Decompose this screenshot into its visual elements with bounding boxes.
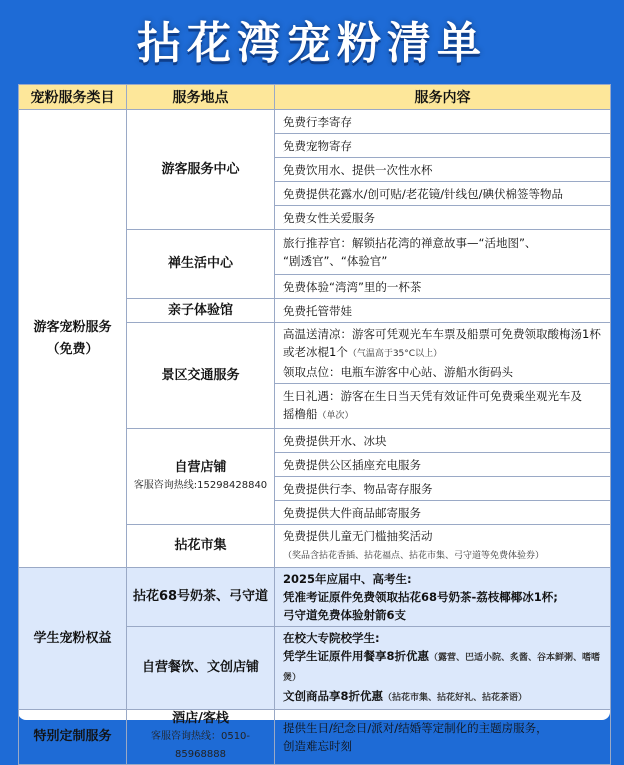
service-line: 弓守道免费体验射箭6支 xyxy=(283,608,407,622)
location-visitor-center: 游客服务中心 xyxy=(127,110,275,230)
service-item xyxy=(275,230,611,275)
service-line: 2025年应届中、高考生: xyxy=(283,572,412,586)
service-item: 免费提供开水、冰块 xyxy=(275,429,611,453)
service-item: 免费托管带娃 xyxy=(275,299,611,323)
table-row xyxy=(19,568,611,627)
category-tourist xyxy=(19,110,127,568)
location-market: 拈花市集 xyxy=(127,525,275,568)
service-item xyxy=(275,568,611,627)
service-item xyxy=(275,323,611,384)
location-zen-center: 禅生活中心 xyxy=(127,230,275,299)
category-custom: 特别定制服务 xyxy=(19,710,127,765)
service-line: 创造难忘时刻 xyxy=(283,739,352,753)
service-line: 生日礼遇：游客在生日当天凭有效证件可免费乘坐观光车及 xyxy=(283,389,582,403)
service-table-card xyxy=(18,84,610,760)
service-note: （露营、巴适小院、炙酱、谷本鲜粥、嗜嗜煲） xyxy=(283,653,601,683)
service-table xyxy=(18,84,611,568)
location-hotel xyxy=(127,710,275,765)
service-line: “剧透官”、“体验官” xyxy=(283,254,388,268)
table-header-row xyxy=(19,85,611,110)
service-line: 旅行推荐官：解锁拈花湾的禅意故事—“活地图”、 xyxy=(283,236,537,250)
location-milk-tea: 拈花68号奶茶、弓守道 xyxy=(127,568,275,627)
service-line: 提供生日/纪念日/派对/结婚等定制化的主题房服务， xyxy=(283,721,548,735)
header-content: 服务内容 xyxy=(275,85,611,110)
service-note: （奖品含拈花香插、拈花福点、拈花市集、弓守道等免费体验券） xyxy=(283,551,545,561)
header-category: 宠粉服务类目 xyxy=(19,85,127,110)
service-line: 摇橹船 xyxy=(283,407,318,421)
service-note: （拈花市集、拈花好礼、拈花茶语） xyxy=(383,693,528,703)
service-line: 文创商品享8折优惠 xyxy=(283,689,384,703)
table-row xyxy=(19,710,611,765)
category-tourist-free: （免费） xyxy=(46,341,99,357)
category-student: 学生宠粉权益 xyxy=(19,568,127,710)
service-item: 免费提供大件商品邮寄服务 xyxy=(275,501,611,525)
location-dining: 自营餐饮、文创店铺 xyxy=(127,627,275,710)
service-item xyxy=(275,710,611,765)
service-line: 凭学生证原件用餐享8折优惠 xyxy=(283,649,430,663)
header-location: 服务地点 xyxy=(127,85,275,110)
service-item: 免费行李寄存 xyxy=(275,110,611,134)
page-title: 拈花湾宠粉清单 xyxy=(137,18,487,69)
service-line: 高温送清凉：游客可凭观光车车票及船票可免费领取酸梅汤1杯 xyxy=(283,327,601,341)
service-table-lower xyxy=(18,567,611,765)
hotel-hotline: 客服咨询热线：0510-85968888 xyxy=(150,731,251,760)
location-hotel-label: 酒店/客栈 xyxy=(172,711,229,726)
service-item: 免费提供行李、物品寄存服务 xyxy=(275,477,611,501)
service-item: 免费提供花露水/创可贴/老花镜/针线包/碘伏棉签等物品 xyxy=(275,182,611,206)
table-row xyxy=(19,110,611,134)
category-tourist-label: 游客宠粉服务 xyxy=(33,319,112,335)
service-line: 在校大专院校学生: xyxy=(283,631,380,645)
service-item: 免费宠物寄存 xyxy=(275,134,611,158)
service-note: （气温高于35°C以上） xyxy=(347,349,443,359)
service-item xyxy=(275,525,611,568)
location-transport: 景区交通服务 xyxy=(127,323,275,429)
service-line: 免费提供儿童无门槛抽奖活动 xyxy=(283,529,433,543)
service-item: 免费女性关爱服务 xyxy=(275,206,611,230)
service-line: 领取点位：电瓶车游客中心站、游船水街码头 xyxy=(283,365,513,379)
service-item: 免费提供公区插座充电服务 xyxy=(275,453,611,477)
service-item: 免费饮用水、提供一次性水杯 xyxy=(275,158,611,182)
shops-hotline: 客服咨询热线:15298428840 xyxy=(133,479,268,491)
service-item xyxy=(275,384,611,429)
location-kids-center: 亲子体验馆 xyxy=(127,299,275,323)
location-shops-label: 自营店铺 xyxy=(174,459,227,475)
service-line: 凭准考证原件免费领取拈花68号奶茶-荔枝椰椰冰1杯; xyxy=(283,590,558,604)
location-shops xyxy=(127,429,275,525)
service-item: 免费体验“湾湾”里的一杯茶 xyxy=(275,275,611,299)
service-item xyxy=(275,627,611,710)
service-line: 或老冰棍1个 xyxy=(283,345,348,359)
service-note: （单次） xyxy=(317,411,354,421)
